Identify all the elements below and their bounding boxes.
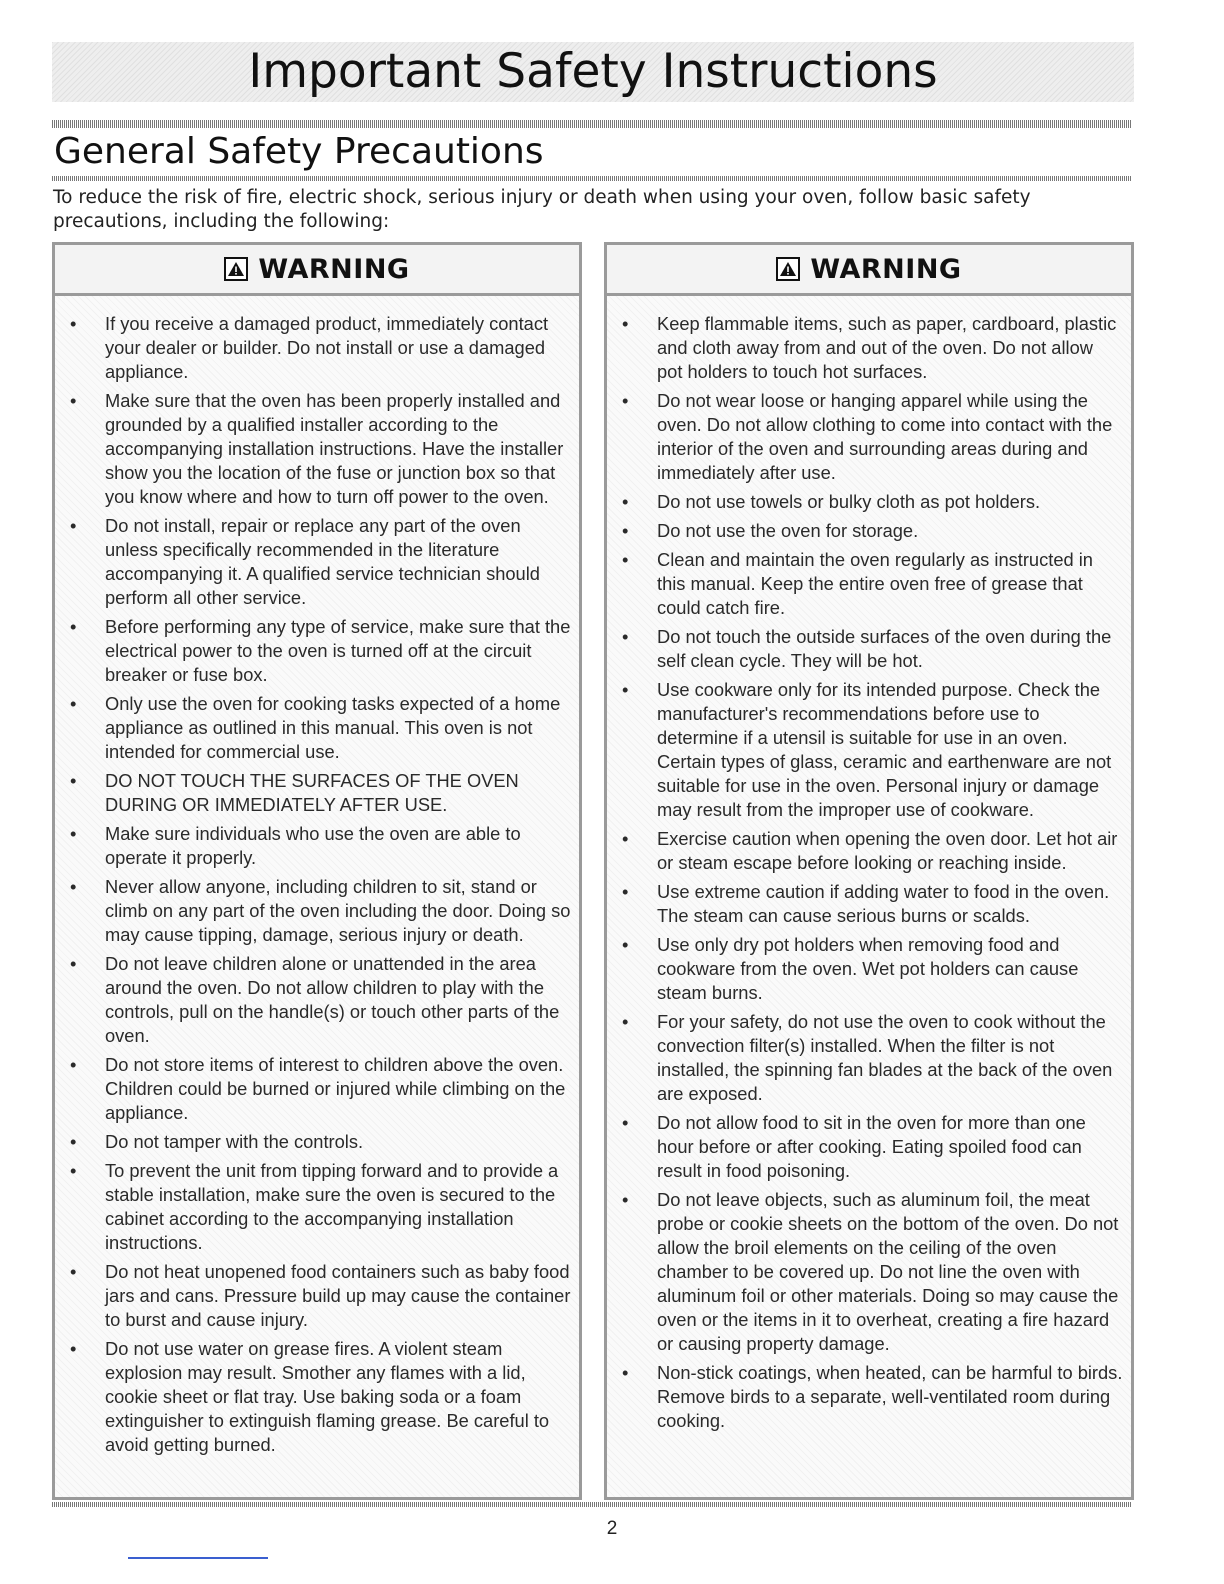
warning-item-text: Do not use the oven for storage. bbox=[657, 520, 919, 541]
bullet-icon: • bbox=[70, 1160, 77, 1181]
footer-link-line bbox=[128, 1557, 268, 1559]
warning-item bbox=[68, 312, 571, 384]
warning-label: WARNING bbox=[258, 253, 410, 285]
warning-item-text: Do not heat unopened food containers such as baby food jars and cans. Pressure build up may cause the container to burst and cause injury. bbox=[105, 1261, 571, 1330]
title-divider bbox=[52, 120, 1132, 128]
warning-panel-left bbox=[52, 242, 582, 1500]
heading-divider bbox=[52, 176, 1132, 181]
bullet-icon: • bbox=[70, 1338, 77, 1359]
bullet-icon: • bbox=[70, 693, 77, 714]
bullet-icon: • bbox=[622, 828, 629, 849]
warning-item bbox=[620, 1010, 1123, 1106]
bullet-icon: • bbox=[622, 491, 629, 512]
warning-item bbox=[620, 548, 1123, 620]
warning-item bbox=[68, 1260, 571, 1332]
warning-item bbox=[68, 1130, 571, 1154]
warning-item-text: Use extreme caution if adding water to food in the oven. The steam can cause serious burns or scalds. bbox=[657, 881, 1110, 926]
warning-item bbox=[68, 1337, 571, 1457]
warning-item-text: If you receive a damaged product, immediately contact your dealer or builder. Do not install or use a damaged appliance. bbox=[105, 313, 549, 382]
bullet-icon: • bbox=[70, 876, 77, 897]
intro-paragraph: To reduce the risk of fire, electric shock, serious injury or death when using your oven, follow basic safety precautions, including the following: bbox=[53, 187, 1031, 232]
warning-item bbox=[68, 692, 571, 764]
warning-item bbox=[620, 880, 1123, 928]
warning-item-text: Do not use water on grease fires. A violent steam explosion may result. Smother any flames with a lid, cookie sheet or flat tray. Use baking soda or a foam extinguisher to extinguish flaming grease. Be careful to avoid getting burned. bbox=[105, 1338, 550, 1455]
warning-item bbox=[620, 1111, 1123, 1183]
warning-item-text: Before performing any type of service, make sure that the electrical power to the oven is turned off at the circuit breaker or fuse box. bbox=[105, 616, 571, 685]
bullet-icon: • bbox=[622, 549, 629, 570]
warning-item-text: Use only dry pot holders when removing food and cookware from the oven. Wet pot holders can cause steam burns. bbox=[657, 934, 1079, 1003]
warning-item bbox=[68, 822, 571, 870]
warning-item bbox=[68, 1159, 571, 1255]
bullet-icon: • bbox=[622, 881, 629, 902]
warning-item bbox=[620, 1188, 1123, 1356]
warning-item-text: DO NOT TOUCH THE SURFACES OF THE OVEN DURING OR IMMEDIATELY AFTER USE. bbox=[105, 770, 519, 815]
section-heading: General Safety Precautions bbox=[54, 131, 544, 172]
warning-item bbox=[620, 312, 1123, 384]
warning-item-text: Non-stick coatings, when heated, can be harmful to birds. Remove birds to a separate, well-ventilated room during cooking. bbox=[657, 1362, 1123, 1431]
warning-item bbox=[68, 769, 571, 817]
warning-item-text: Do not wear loose or hanging apparel while using the oven. Do not allow clothing to come into contact with the interior of the oven and surrounding areas during and immediately after use. bbox=[657, 390, 1113, 483]
bullet-icon: • bbox=[70, 616, 77, 637]
warning-item-text: Exercise caution when opening the oven door. Let hot air or steam escape before looking or reaching inside. bbox=[657, 828, 1118, 873]
warning-panel-right bbox=[604, 242, 1134, 1500]
warning-item-text: Do not leave objects, such as aluminum foil, the meat probe or cookie sheets on the bottom of the oven. Do not allow the broil elements on the ceiling of the oven chamber to be covered up. Do not line the oven with aluminum foil or other materials. Doing so may cause the oven or the items in it to overheat, creating a fire hazard or causing property damage. bbox=[657, 1189, 1119, 1354]
page-number: 2 bbox=[606, 1518, 618, 1539]
bullet-icon: • bbox=[70, 953, 77, 974]
bullet-icon: • bbox=[622, 1112, 629, 1133]
warning-item bbox=[68, 1053, 571, 1125]
warning-item bbox=[620, 827, 1123, 875]
bullet-icon: • bbox=[70, 823, 77, 844]
warning-item bbox=[68, 615, 571, 687]
warning-item bbox=[620, 933, 1123, 1005]
warning-item bbox=[68, 875, 571, 947]
warning-triangle-icon bbox=[224, 257, 248, 281]
warning-label: WARNING bbox=[810, 253, 962, 285]
warning-item bbox=[620, 1361, 1123, 1433]
bullet-icon: • bbox=[622, 679, 629, 700]
warning-item bbox=[620, 490, 1123, 514]
warning-item bbox=[68, 514, 571, 610]
warning-list-right bbox=[607, 296, 1131, 1433]
warning-item-text: Do not tamper with the controls. bbox=[105, 1131, 364, 1152]
footer-divider bbox=[52, 1502, 1132, 1507]
warning-item-text: Only use the oven for cooking tasks expected of a home appliance as outlined in this manual. This oven is not intended for commercial use. bbox=[105, 693, 561, 762]
bullet-icon: • bbox=[70, 515, 77, 536]
warning-item-text: Do not allow food to sit in the oven for more than one hour before or after cooking. Eating spoiled food can result in food poisoning. bbox=[657, 1112, 1086, 1181]
warning-header bbox=[607, 245, 1131, 296]
warning-item bbox=[620, 519, 1123, 543]
warning-item-text: To prevent the unit from tipping forward and to provide a stable installation, make sure the oven is secured to the cabinet according to the accompanying installation instructions. bbox=[105, 1160, 559, 1253]
bullet-icon: • bbox=[622, 934, 629, 955]
warning-item-text: Keep flammable items, such as paper, cardboard, plastic and cloth away from and out of the oven. Do not allow pot holders to touch hot surfaces. bbox=[657, 313, 1117, 382]
page-title: Important Safety Instructions bbox=[248, 44, 938, 99]
warning-item-text: Do not install, repair or replace any part of the oven unless specifically recommended in the literature accompanying it. A qualified service technician should perform all other service. bbox=[105, 515, 540, 608]
warning-item-text: Do not leave children alone or unattended in the area around the oven. Do not allow children to play with the controls, pull on the handle(s) or touch other parts of the oven. bbox=[105, 953, 560, 1046]
warning-item-text: Do not store items of interest to children above the oven. Children could be burned or injured while climbing on the appliance. bbox=[105, 1054, 566, 1123]
bullet-icon: • bbox=[622, 1189, 629, 1210]
warning-item-text: Make sure that the oven has been properly installed and grounded by a qualified installer according to the accompanying installation instructions. Have the installer show you the location of the fuse or junction box so that you know where and how to turn off power to the oven. bbox=[105, 390, 564, 507]
bullet-icon: • bbox=[70, 1054, 77, 1075]
bullet-icon: • bbox=[70, 770, 77, 791]
bullet-icon: • bbox=[622, 626, 629, 647]
warning-item-text: Never allow anyone, including children to sit, stand or climb on any part of the oven including the door. Doing so may cause tipping, damage, serious injury or death. bbox=[105, 876, 571, 945]
warning-item bbox=[68, 389, 571, 509]
bullet-icon: • bbox=[622, 520, 629, 541]
warning-item-text: Do not use towels or bulky cloth as pot holders. bbox=[657, 491, 1041, 512]
warning-item bbox=[620, 678, 1123, 822]
warning-item bbox=[620, 389, 1123, 485]
warning-list-left bbox=[55, 296, 579, 1457]
bullet-icon: • bbox=[622, 1011, 629, 1032]
warning-item-text: Use cookware only for its intended purpose. Check the manufacturer's recommendations before use to determine if a utensil is suitable for use in an oven. Certain types of glass, ceramic and earthenware are not suitable for use in the oven. Personal injury or damage may result from the improper use of cookware. bbox=[657, 679, 1112, 820]
bullet-icon: • bbox=[622, 313, 629, 334]
warning-item bbox=[620, 625, 1123, 673]
warning-triangle-icon bbox=[776, 257, 800, 281]
bullet-icon: • bbox=[70, 313, 77, 334]
bullet-icon: • bbox=[622, 1362, 629, 1383]
warning-item-text: Clean and maintain the oven regularly as instructed in this manual. Keep the entire oven free of grease that could catch fire. bbox=[657, 549, 1093, 618]
bullet-icon: • bbox=[622, 390, 629, 411]
warning-item-text: Do not touch the outside surfaces of the oven during the self clean cycle. They will be hot. bbox=[657, 626, 1112, 671]
warning-item-text: For your safety, do not use the oven to cook without the convection filter(s) installed. When the filter is not installed, the spinning fan blades at the back of the oven are exposed. bbox=[657, 1011, 1113, 1104]
warning-header bbox=[55, 245, 579, 296]
warning-item-text: Make sure individuals who use the oven are able to operate it properly. bbox=[105, 823, 521, 868]
bullet-icon: • bbox=[70, 1131, 77, 1152]
bullet-icon: • bbox=[70, 390, 77, 411]
bullet-icon: • bbox=[70, 1261, 77, 1282]
warning-item bbox=[68, 952, 571, 1048]
